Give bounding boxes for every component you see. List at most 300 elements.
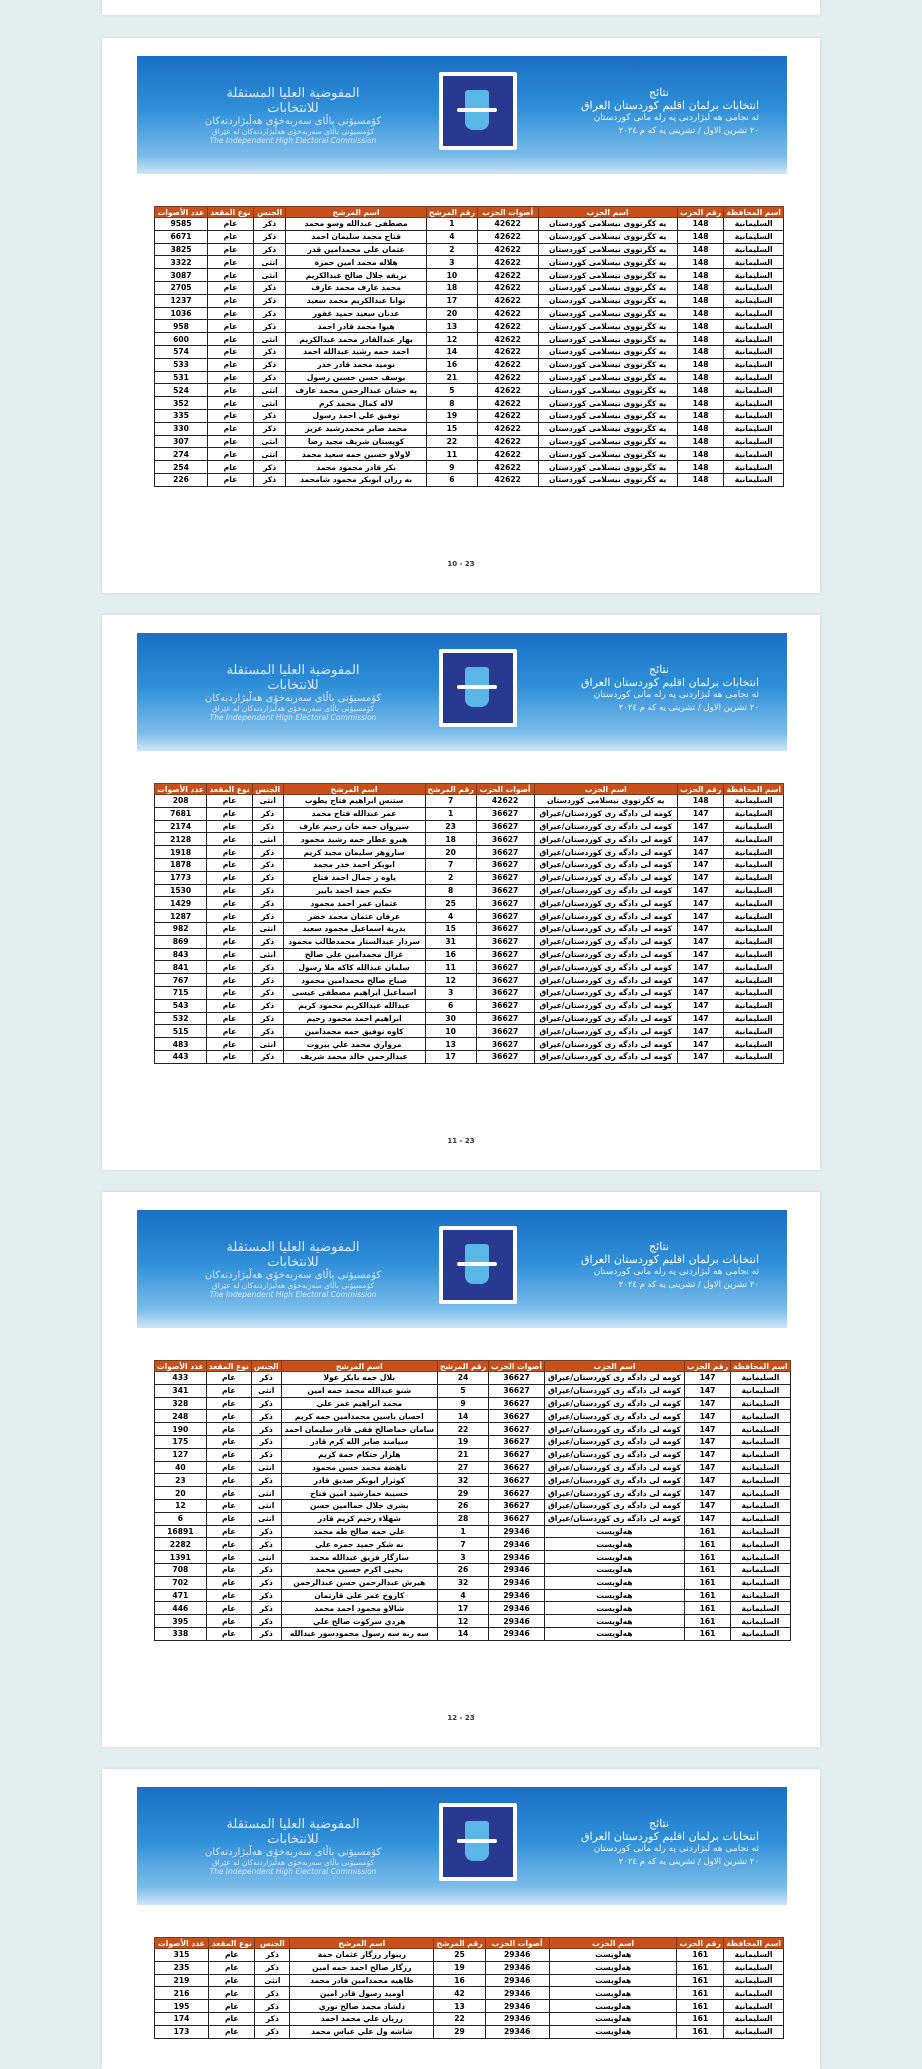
cell-party-number: 148	[677, 448, 724, 461]
cell-candidate-number: 5	[437, 1384, 488, 1397]
results-table	[154, 206, 784, 487]
cell-candidate-name: كاروخ عمر علي قارتمان	[281, 1589, 437, 1602]
cell-candidate-name: شنو عبدالله محمد حمه امين	[281, 1384, 437, 1397]
commission-name-arabic: المفوضية العليا المستقلة للانتخابات	[226, 1240, 360, 1270]
cell-governorate: السليمانية	[724, 371, 784, 384]
cell-gender: ذكر	[253, 371, 286, 384]
cell-seat-type: عام	[209, 2012, 255, 2025]
cell-gender: ذكر	[251, 1602, 281, 1615]
cell-governorate: السليمانية	[731, 1384, 791, 1397]
cell-seat-type: عام	[208, 435, 254, 448]
cell-gender: انثى	[251, 1499, 281, 1512]
cell-gender: ذكر	[253, 473, 286, 486]
cell-governorate: السليمانية	[724, 884, 784, 897]
table-row	[155, 371, 784, 384]
cell-seat-type: عام	[208, 269, 254, 282]
table-row	[155, 1012, 784, 1025]
table-row	[155, 1615, 791, 1628]
cell-vote-count: 352	[155, 397, 208, 410]
cell-party-votes: 36627	[476, 897, 534, 910]
cell-candidate-number: 6	[426, 473, 477, 486]
cell-candidate-name: سامان حماصالح فقى قادر سليمان احمد	[281, 1423, 437, 1436]
cell-governorate: السليمانية	[724, 461, 784, 474]
page-banner	[137, 1787, 787, 1905]
cell-party-number: 147	[684, 1410, 730, 1423]
cell-vote-count: 315	[155, 1949, 209, 1962]
cell-vote-count: 533	[155, 358, 208, 371]
cell-candidate-number: 24	[437, 1372, 488, 1385]
cell-party-name: يه كگرتووی نيسلامی كوردستان	[538, 320, 677, 333]
cell-party-number: 147	[678, 1025, 724, 1038]
cell-candidate-number: 23	[425, 820, 476, 833]
cell-governorate: السليمانية	[724, 820, 784, 833]
cell-party-number: 147	[684, 1499, 730, 1512]
cell-party-number: 161	[677, 2000, 724, 2013]
cell-governorate: السليمانية	[724, 435, 784, 448]
cell-party-name: يه كگرتووی نيسلامی كوردستان	[538, 218, 677, 231]
cell-candidate-name: سيامند صابر الله كرم قادر	[281, 1435, 437, 1448]
table-header-row	[155, 1938, 784, 1949]
cell-candidate-number: 7	[437, 1538, 488, 1551]
cell-seat-type: عام	[207, 858, 252, 871]
cell-party-number: 161	[684, 1589, 730, 1602]
header-party-number: رقم الحزب	[677, 1938, 724, 1949]
cell-party-name: كومه لی دادگه ری كوردستان/عیراق	[534, 858, 678, 871]
cell-candidate-number: 30	[425, 1012, 476, 1025]
cell-candidate-number: 1	[425, 807, 476, 820]
commission-logo-text	[203, 1240, 383, 1299]
cell-vote-count: 195	[155, 2000, 209, 2013]
header-party-number: رقم الحزب	[677, 207, 724, 218]
cell-candidate-number: 20	[426, 307, 477, 320]
cell-party-votes: 29346	[489, 1551, 545, 1564]
cell-candidate-name: سيروان حمه خان رحيم عارف	[283, 820, 425, 833]
cell-gender: ذكر	[251, 1435, 281, 1448]
cell-party-name: هەلویست	[549, 1974, 677, 1987]
cell-seat-type: عام	[209, 2000, 255, 2013]
cell-party-number: 147	[678, 846, 724, 859]
cell-party-name: هەلویست	[549, 2000, 677, 2013]
cell-seat-type: عام	[207, 935, 252, 948]
cell-candidate-number: 9	[426, 461, 477, 474]
cell-party-name: كومه لی دادگه ری كوردستان/عیراق	[534, 846, 678, 859]
cell-governorate: السليمانية	[731, 1576, 791, 1589]
cell-gender: ذكر	[251, 1589, 281, 1602]
cell-party-number: 147	[678, 1038, 724, 1051]
cell-party-name: يه كگرتووی نيسلامی كوردستان	[538, 384, 677, 397]
cell-gender: ذكر	[252, 858, 283, 871]
table-row	[155, 1025, 784, 1038]
cell-party-votes: 36627	[476, 807, 534, 820]
cell-candidate-name: به رزان ابوبكر محمود شامحمد	[286, 473, 426, 486]
cell-vote-count: 235	[155, 1961, 209, 1974]
cell-candidate-name: مرواري محمد علي بيروت	[283, 1038, 425, 1051]
cell-governorate: السليمانية	[731, 1410, 791, 1423]
cell-candidate-number: 5	[426, 384, 477, 397]
cell-candidate-number: 28	[437, 1512, 488, 1525]
cell-party-votes: 36627	[489, 1384, 545, 1397]
cell-party-votes: 36627	[476, 1038, 534, 1051]
cell-candidate-number: 16	[426, 358, 477, 371]
table-row	[155, 807, 784, 820]
cell-candidate-number: 2	[426, 243, 477, 256]
table-row	[155, 422, 784, 435]
cell-governorate: السليمانية	[724, 345, 784, 358]
cell-candidate-number: 15	[425, 922, 476, 935]
cell-gender: ذكر	[252, 846, 283, 859]
banner-title-line1: نتائج	[649, 663, 669, 676]
cell-gender: انثى	[251, 1551, 281, 1564]
cell-vote-count: 2174	[155, 820, 207, 833]
banner-title-line2: انتخابات برلمان اقليم كوردستان العراق	[581, 99, 759, 112]
cell-party-number: 147	[684, 1474, 730, 1487]
ihec-logo-icon	[439, 1803, 517, 1881]
header-candidate-name: اسم المرشح	[290, 1938, 434, 1949]
table-row	[155, 1961, 784, 1974]
cell-gender: ذكر	[253, 345, 286, 358]
cell-gender: ذكر	[252, 910, 283, 923]
cell-party-votes: 36627	[476, 922, 534, 935]
cell-party-votes: 36627	[476, 999, 534, 1012]
cell-candidate-name: حسيبة حمارشيد امين فتاح	[281, 1487, 437, 1500]
cell-vote-count: 174	[155, 2012, 209, 2025]
cell-party-votes: 42622	[477, 448, 538, 461]
document-page-previous	[102, 0, 820, 15]
cell-vote-count: 1391	[155, 1551, 207, 1564]
commission-name-english: The Independent High Electoral Commission	[209, 1290, 377, 1299]
cell-party-votes: 42622	[477, 371, 538, 384]
cell-seat-type: عام	[206, 1499, 251, 1512]
cell-party-name: يه كگرتووی نيسلامی كوردستان	[538, 358, 677, 371]
table-row	[155, 935, 784, 948]
cell-candidate-name: محمد صابر محمدرشيد عزيز	[286, 422, 426, 435]
cell-party-name: هەلویست	[545, 1589, 685, 1602]
cell-vote-count: 543	[155, 999, 207, 1012]
cell-party-votes: 29346	[485, 1987, 549, 2000]
cell-candidate-name: ياوه ر جمال احمد فتاح	[283, 871, 425, 884]
cell-party-number: 147	[678, 1012, 724, 1025]
cell-party-votes: 42622	[477, 243, 538, 256]
table-row	[155, 1423, 791, 1436]
cell-party-number: 148	[677, 294, 724, 307]
cell-gender: ذكر	[253, 243, 286, 256]
cell-seat-type: عام	[208, 333, 254, 346]
cell-seat-type: عام	[206, 1563, 251, 1576]
cell-vote-count: 330	[155, 422, 208, 435]
cell-gender: ذكر	[251, 1448, 281, 1461]
header-candidate-name: اسم المرشح	[286, 207, 426, 218]
cell-party-votes: 36627	[476, 1025, 534, 1038]
cell-candidate-number: 29	[437, 1487, 488, 1500]
table-header-row	[155, 1361, 791, 1372]
cell-gender: ذكر	[252, 1025, 283, 1038]
cell-candidate-number: 11	[425, 961, 476, 974]
header-party-name: اسم الحزب	[534, 784, 678, 795]
cell-party-votes: 42622	[477, 294, 538, 307]
cell-candidate-number: 20	[425, 846, 476, 859]
cell-party-number: 148	[677, 281, 724, 294]
cell-governorate: السليمانية	[731, 1525, 791, 1538]
commission-name-kurdish-full: كۆمسیۆنی باڵای سەربەخۆی هەڵبژاردنەکان لە عێراق	[211, 704, 375, 713]
cell-party-number: 161	[677, 1987, 724, 2000]
cell-gender: ذكر	[252, 1050, 283, 1063]
cell-candidate-name: هيرو عطار حمه رشيد محمود	[283, 833, 425, 846]
cell-party-number: 147	[678, 884, 724, 897]
cell-party-votes: 42622	[477, 230, 538, 243]
cell-governorate: السليمانية	[724, 807, 784, 820]
cell-candidate-name: بلال حمه بايكر عولا	[281, 1372, 437, 1385]
cell-gender: ذكر	[255, 2012, 290, 2025]
cell-candidate-name: په خشان عبدالرحمن محمد عارف	[286, 384, 426, 397]
cell-party-name: كومه لی دادگه ری كوردستان/عیراق	[545, 1487, 685, 1500]
table-row	[155, 1487, 791, 1500]
cell-party-number: 147	[678, 858, 724, 871]
cell-party-number: 161	[684, 1615, 730, 1628]
cell-gender: ذكر	[251, 1474, 281, 1487]
cell-governorate: السليمانية	[724, 473, 784, 486]
cell-governorate: السليمانية	[724, 961, 784, 974]
table-row	[155, 1435, 791, 1448]
cell-candidate-name: كوثرار ابوبكر صديق قادر	[281, 1474, 437, 1487]
banner-title-line3: ئه نجامی هه لبژاردنی په رله مانی كوردستان	[593, 113, 759, 123]
cell-party-number: 148	[677, 320, 724, 333]
table-row	[155, 1461, 791, 1474]
cell-seat-type: عام	[206, 1525, 251, 1538]
cell-governorate: السليمانية	[724, 384, 784, 397]
cell-party-number: 147	[678, 910, 724, 923]
table-row	[155, 1384, 791, 1397]
banner-title-line4: ٢٠ تشرين الاول / تشرينی يه كه م ٢٠٢٤	[618, 1857, 759, 1867]
cell-candidate-number: 7	[425, 858, 476, 871]
header-candidate-number: رقم المرشح	[434, 1938, 485, 1949]
cell-governorate: السليمانية	[724, 846, 784, 859]
cell-gender: انثى	[251, 1512, 281, 1525]
cell-party-number: 147	[684, 1384, 730, 1397]
cell-vote-count: 471	[155, 1589, 207, 1602]
cell-seat-type: عام	[207, 948, 252, 961]
header-party-name: اسم الحزب	[538, 207, 677, 218]
cell-party-name: كومه لی دادگه ری كوردستان/عیراق	[534, 1012, 678, 1025]
cell-party-name: يه كگرتووی نيسلامی كوردستان	[538, 409, 677, 422]
cell-candidate-name: شالاو محمود احمد محمد	[281, 1602, 437, 1615]
cell-vote-count: 12	[155, 1499, 207, 1512]
cell-governorate: السليمانية	[724, 1949, 784, 1962]
cell-party-name: كومه لی دادگه ری كوردستان/عیراق	[534, 820, 678, 833]
cell-party-name: يه كگرتووی نيسلامی كوردستان	[538, 473, 677, 486]
cell-seat-type: عام	[207, 884, 252, 897]
header-candidate-name: اسم المرشح	[281, 1361, 437, 1372]
table-header-row	[155, 207, 784, 218]
cell-governorate: السليمانية	[724, 281, 784, 294]
cell-candidate-name: شهلاء رحيم كريم قادر	[281, 1512, 437, 1525]
cell-party-name: كومه لی دادگه ری كوردستان/عیراق	[545, 1448, 685, 1461]
cell-party-name: يه كگرتووی نيسلامی كوردستان	[538, 448, 677, 461]
cell-vote-count: 248	[155, 1410, 207, 1423]
cell-vote-count: 20	[155, 1487, 207, 1500]
cell-gender: انثى	[253, 384, 286, 397]
cell-party-votes: 42622	[477, 358, 538, 371]
cell-candidate-number: 18	[426, 281, 477, 294]
cell-party-number: 147	[684, 1423, 730, 1436]
cell-party-number: 148	[677, 422, 724, 435]
results-table	[154, 1937, 784, 2039]
cell-party-name: كومه لی دادگه ری كوردستان/عیراق	[534, 922, 678, 935]
cell-candidate-name: حكيم حمد احمد بايير	[283, 884, 425, 897]
cell-candidate-name: ناهضة محمد حسن محمود	[281, 1461, 437, 1474]
cell-party-number: 148	[677, 358, 724, 371]
table-row	[155, 1512, 791, 1525]
cell-seat-type: عام	[209, 1961, 255, 1974]
cell-vote-count: 338	[155, 1627, 207, 1640]
cell-candidate-name: ابوبكر احمد خدر محمد	[283, 858, 425, 871]
cell-party-name: كومه لی دادگه ری كوردستان/عیراق	[545, 1397, 685, 1410]
cell-governorate: السليمانية	[724, 922, 784, 935]
cell-party-votes: 36627	[489, 1448, 545, 1461]
cell-candidate-number: 13	[426, 320, 477, 333]
cell-seat-type: عام	[209, 1987, 255, 2000]
cell-seat-type: عام	[207, 961, 252, 974]
cell-candidate-number: 14	[437, 1627, 488, 1640]
cell-party-number: 147	[684, 1487, 730, 1500]
cell-party-number: 161	[684, 1551, 730, 1564]
cell-vote-count: 6	[155, 1512, 207, 1525]
table-row	[155, 974, 784, 987]
cell-seat-type: عام	[208, 243, 254, 256]
cell-vote-count: 395	[155, 1615, 207, 1628]
cell-party-number: 148	[677, 384, 724, 397]
cell-seat-type: عام	[208, 397, 254, 410]
cell-candidate-number: 7	[425, 795, 476, 808]
table-row	[155, 948, 784, 961]
cell-governorate: السليمانية	[724, 358, 784, 371]
table-row	[155, 1551, 791, 1564]
cell-seat-type: عام	[208, 256, 254, 269]
table-row	[155, 448, 784, 461]
cell-candidate-number: 15	[426, 422, 477, 435]
commission-name-arabic: المفوضية العليا المستقلة للانتخابات	[226, 1817, 360, 1847]
cell-candidate-number: 12	[425, 974, 476, 987]
cell-gender: انثى	[252, 1038, 283, 1051]
cell-party-name: كومه لی دادگه ری كوردستان/عیراق	[534, 948, 678, 961]
cell-party-votes: 29346	[489, 1538, 545, 1551]
cell-party-number: 147	[678, 833, 724, 846]
cell-party-number: 147	[678, 948, 724, 961]
cell-party-name: هەلویست	[545, 1576, 685, 1589]
cell-vote-count: 226	[155, 473, 208, 486]
cell-vote-count: 341	[155, 1384, 207, 1397]
cell-party-name: كومه لی دادگه ری كوردستان/عیراق	[534, 986, 678, 999]
header-seat-type: نوع المقعد	[206, 1361, 251, 1372]
cell-party-votes: 36627	[476, 961, 534, 974]
cell-governorate: السليمانية	[724, 333, 784, 346]
cell-gender: انثى	[251, 1384, 281, 1397]
cell-vote-count: 515	[155, 1025, 207, 1038]
cell-party-name: يه كگرتووی نيسلامی كوردستان	[538, 422, 677, 435]
cell-party-votes: 36627	[476, 986, 534, 999]
cell-candidate-number: 26	[437, 1563, 488, 1576]
cell-candidate-number: 17	[425, 1050, 476, 1063]
cell-candidate-name: هردي سركوت صالح علي	[281, 1615, 437, 1628]
cell-gender: ذكر	[253, 358, 286, 371]
cell-vote-count: 3322	[155, 256, 208, 269]
cell-gender: ذكر	[252, 897, 283, 910]
cell-seat-type: عام	[208, 422, 254, 435]
header-party-number: رقم الحزب	[678, 784, 724, 795]
cell-governorate: السليمانية	[724, 1025, 784, 1038]
cell-gender: انثى	[252, 795, 283, 808]
cell-party-number: 147	[684, 1448, 730, 1461]
table-row	[155, 1576, 791, 1589]
cell-governorate: السليمانية	[724, 409, 784, 422]
cell-seat-type: عام	[206, 1512, 251, 1525]
cell-candidate-name: صباح صالح محمدامين محمود	[283, 974, 425, 987]
cell-vote-count: 600	[155, 333, 208, 346]
cell-candidate-name: احسان ياسين محمدامين حمه كريم	[281, 1410, 437, 1423]
cell-party-number: 147	[678, 897, 724, 910]
cell-candidate-name: هلزار حتكام حمة كريم	[281, 1448, 437, 1461]
cell-vote-count: 274	[155, 448, 208, 461]
banner-title	[559, 1240, 759, 1292]
cell-gender: ذكر	[252, 820, 283, 833]
cell-vote-count: 216	[155, 1987, 209, 2000]
cell-gender: ذكر	[251, 1410, 281, 1423]
cell-party-number: 147	[678, 974, 724, 987]
cell-candidate-name: رزگار صالح احمد حمه امين	[290, 1961, 434, 1974]
cell-vote-count: 190	[155, 1423, 207, 1436]
cell-candidate-name: ستنس ابراهيم فتاح يطوب	[283, 795, 425, 808]
cell-party-number: 161	[677, 2025, 724, 2038]
cell-vote-count: 208	[155, 795, 207, 808]
cell-candidate-name: عمر عبدالله فتاح محمد	[283, 807, 425, 820]
table-row	[155, 269, 784, 282]
cell-party-number: 148	[677, 269, 724, 282]
table-row	[155, 461, 784, 474]
cell-candidate-name: كويستان شريف مجيد رضا	[286, 435, 426, 448]
cell-candidate-number: 6	[425, 999, 476, 1012]
cell-party-votes: 36627	[489, 1372, 545, 1385]
cell-gender: ذكر	[251, 1615, 281, 1628]
cell-vote-count: 1773	[155, 871, 207, 884]
table-row	[155, 1627, 791, 1640]
cell-party-number: 147	[684, 1372, 730, 1385]
cell-party-name: هەلویست	[549, 2025, 677, 2038]
cell-party-votes: 42622	[477, 281, 538, 294]
cell-party-name: كومه لی دادگه ری كوردستان/عیراق	[534, 884, 678, 897]
cell-vote-count: 335	[155, 409, 208, 422]
cell-party-name: كومه لی دادگه ری كوردستان/عیراق	[545, 1384, 685, 1397]
cell-candidate-number: 11	[426, 448, 477, 461]
table-row	[155, 294, 784, 307]
cell-party-name: كومه لی دادگه ری كوردستان/عیراق	[545, 1461, 685, 1474]
cell-candidate-name: بشرى جلال حماامين حسن	[281, 1499, 437, 1512]
cell-party-number: 148	[677, 345, 724, 358]
cell-governorate: السليمانية	[724, 871, 784, 884]
cell-party-votes: 36627	[476, 1050, 534, 1063]
cell-party-name: هەلویست	[545, 1551, 685, 1564]
cell-party-name: كومه لی دادگه ری كوردستان/عیراق	[545, 1474, 685, 1487]
cell-party-name: يه كگرتووی نيسلامی كوردستان	[538, 269, 677, 282]
cell-governorate: السليمانية	[731, 1474, 791, 1487]
cell-governorate: السليمانية	[724, 1038, 784, 1051]
cell-vote-count: 6671	[155, 230, 208, 243]
cell-vote-count: 173	[155, 2025, 209, 2038]
cell-governorate: السليمانية	[724, 986, 784, 999]
cell-governorate: السليمانية	[731, 1538, 791, 1551]
table-row	[155, 1499, 791, 1512]
cell-candidate-name: دلشاد محمد صالح نوري	[290, 2000, 434, 2013]
cell-candidate-name: ساروهر سليمان مجيد كريم	[283, 846, 425, 859]
cell-seat-type: عام	[206, 1384, 251, 1397]
